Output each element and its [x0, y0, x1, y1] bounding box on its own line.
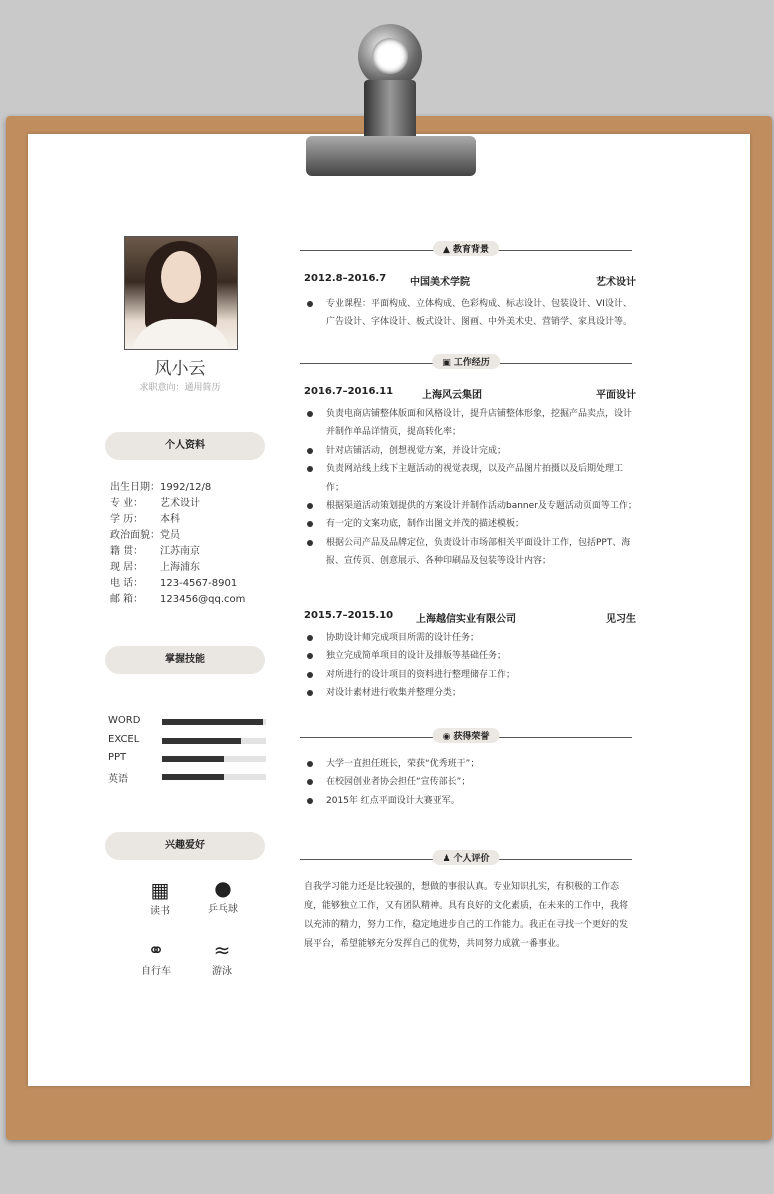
binder-clip	[306, 24, 476, 174]
info-row: 邮 箱： 123456@qq.com	[110, 594, 246, 605]
list-item: 根据公司产品及品牌定位，负责设计市场部相关平面设计工作，包括PPT、海报、宣传页、创意展示、各种印刷品及包装等设计内容；	[306, 534, 638, 571]
list-item: 有一定的文案功底，制作出图文并茂的描述模板；	[306, 515, 638, 533]
evaluation-text: 自我学习能力还是比较强的，想做的事很认真。专业知识扎实，有积极的工作态度，能够独立工作，又有团队精神。具有良好的文化素质，在未来的工作中，我将以充沛的精力，努力工作，稳定地进步自己的工作能力。我正在寻找一个更好的发展平台，希望能够充分发挥自己的优势，共同努力成就一番事业。	[304, 882, 629, 949]
section-hobbies: 兴趣爱好	[105, 832, 265, 860]
swimming-icon: ≈	[213, 938, 231, 962]
book-icon: ▦	[150, 878, 170, 902]
hobby-reading: ▦ 读书	[135, 878, 185, 917]
section-work: ▣ 工作经历	[300, 354, 632, 368]
bicycle-icon: ⚭	[147, 938, 165, 962]
skill-row: PPT	[108, 752, 268, 768]
list-item: 对所进行的设计项目的资料进行整理储存工作；	[306, 666, 638, 684]
info-row: 专 业： 艺术设计	[110, 498, 200, 509]
section-honors: ◉ 获得荣誉	[300, 728, 632, 742]
list-item: 对设计素材进行收集并整理分类；	[306, 684, 638, 702]
ping-pong-icon: ●	[214, 876, 232, 900]
medal-icon: ◉	[442, 732, 451, 742]
list-item: 针对店铺活动，创想视觉方案，并设计完成；	[306, 442, 638, 460]
section-education: ▲ 教育背景	[300, 241, 632, 255]
job-list	[306, 405, 638, 571]
list-item: 独立完成简单项目的设计及排版等基础任务；	[306, 647, 638, 665]
skill-row: EXCEL	[108, 734, 268, 750]
hobby-pingpong: ● 乒乓球	[198, 876, 248, 915]
hobby-cycling: ⚭ 自行车	[131, 938, 181, 977]
info-row: 学 历： 本科	[110, 514, 180, 525]
info-row: 政治面貌： 党员	[110, 530, 180, 541]
list-item: 协助设计师完成项目所需的设计任务；	[306, 629, 638, 647]
list-item: 大学一直担任班长，荣获“优秀班干”；	[306, 755, 638, 773]
honors-list	[306, 755, 638, 810]
list-item: 根据渠道活动策划提供的方案设计并制作活动banner及专题活动页面等工作；	[306, 497, 638, 515]
list-item: 2015年 红点平面设计大赛亚军。	[306, 792, 638, 810]
info-row: 出生日期： 1992/12/8	[110, 482, 212, 493]
info-row: 籍 贯： 江苏南京	[110, 546, 200, 557]
profile-photo	[124, 236, 238, 350]
briefcase-icon: ▣	[442, 358, 451, 368]
personal-info	[110, 480, 280, 608]
info-row: 电 话： 123-4567-8901	[110, 578, 238, 589]
section-personal: 个人资料	[105, 432, 265, 460]
list-item: 专业课程：平面构成、立体构成、色彩构成、标志设计、包装设计、VI设计、广告设计、字体设计、板式设计、图画、中外美术史、营销学、家具设计等。	[306, 295, 638, 332]
list-item: 负责电商店铺整体版面和风格设计，提升店铺整体形象，挖掘产品卖点，设计并制作单品详情页，提高转化率；	[306, 405, 638, 442]
section-evaluation: ♟ 个人评价	[300, 850, 632, 864]
job-list	[306, 629, 638, 703]
skill-row: 英语	[108, 770, 268, 786]
hobby-swimming: ≈ 游泳	[197, 938, 247, 977]
education-list	[306, 295, 638, 332]
profile-name: 风小云	[154, 359, 206, 379]
info-row: 现 居： 上海浦东	[110, 562, 200, 573]
section-skills: 掌握技能	[105, 646, 265, 674]
graduation-cap-icon: ▲	[443, 245, 450, 255]
job-intent: 求职意向：通用简历	[139, 383, 221, 393]
list-item: 在校园创业者协会担任“宣传部长”；	[306, 773, 638, 791]
list-item: 负责网站线上线下主题活动的视觉表现，以及产品图片拍摄以及后期处理工作；	[306, 460, 638, 497]
people-icon: ♟	[442, 854, 451, 864]
skill-row: WORD	[108, 715, 268, 731]
